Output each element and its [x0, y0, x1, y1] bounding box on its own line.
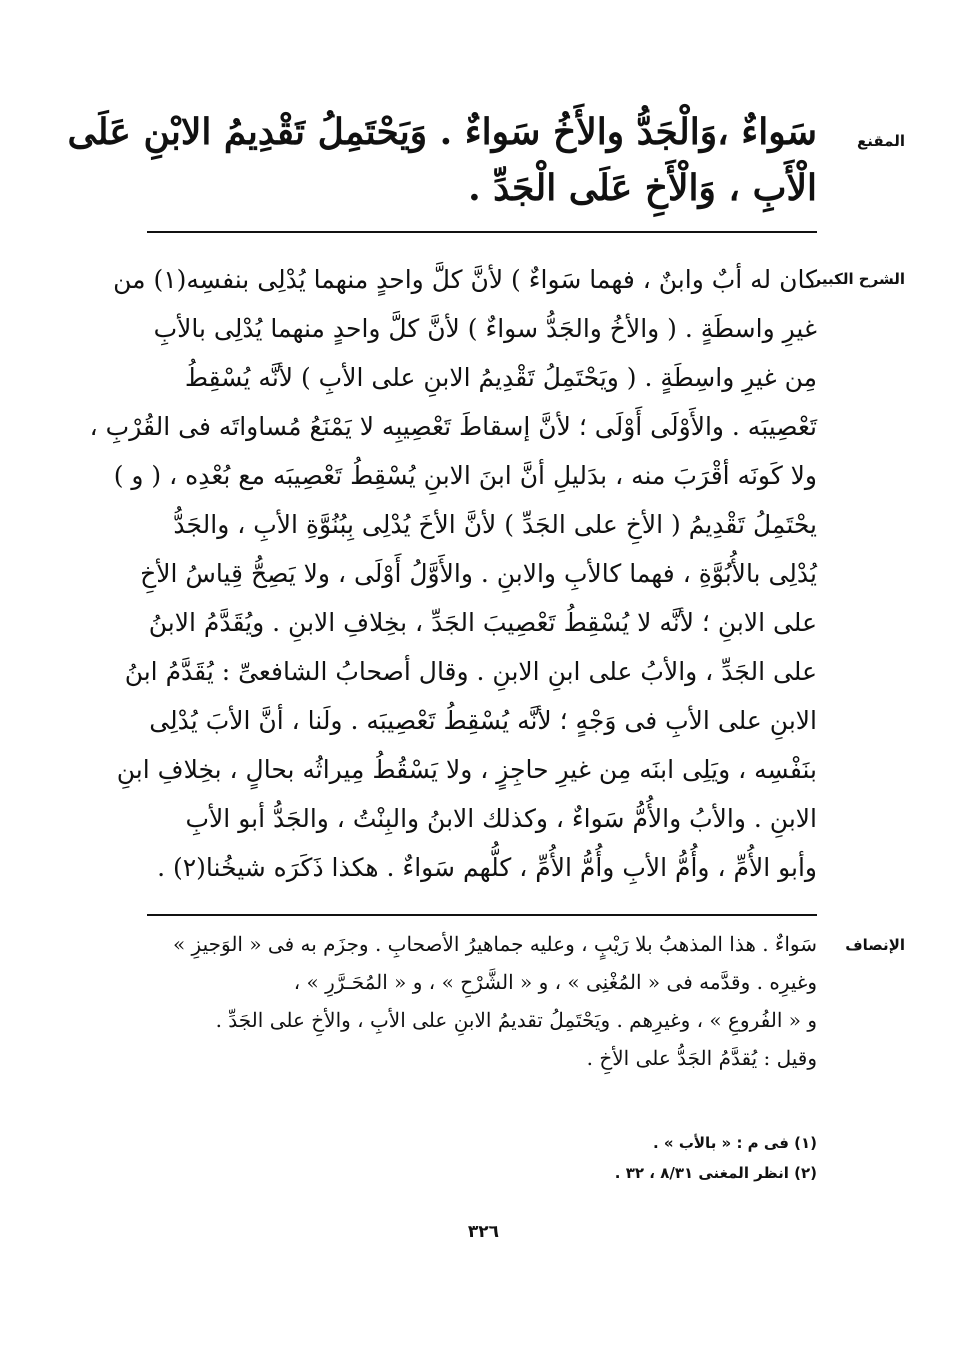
section-label-insaf: الإنصاف [845, 936, 905, 954]
sharh-line: يحْتَمِلُ تَقْدِيمُ ( الأخِ على الجَدِّ ) لأنَّ الأخَ يُدْلِى بِبُنُوَّةِ الأبِ ، والجَدُّ [173, 510, 817, 539]
sharh-text [89, 255, 817, 892]
page-number: ٣٢٦ [467, 1222, 500, 1242]
sharh-line: الابنِ . والأبُ والأُمُّ سَواءٌ ، وكذلك الابنُ والبِنْتُ ، والجَدُّ أبو الأبِ [185, 804, 817, 833]
sharh-line: يُدْلِى بالأُبُوَّةِ ، فهما كالأبِ والابنِ . والأَوَّلُ أَوْلَى ، ولا يَصِحُّ قِياسُ الأخِ [140, 559, 817, 588]
muqni-text [67, 104, 817, 216]
footnote: (١) فى م : « بالأب » . [652, 1134, 817, 1152]
sharh-line: الابنِ على الأبِ فى وَجْهٍ ؛ لأنَّه يُسْقِطُ تَعْصِيبَه . ولَنا ، أنَّ الأبَ يُدْلِى [149, 706, 817, 735]
sharh-line: على الابنِ ؛ لأنَّه لا يُسْقِطُ تَعْصِيبَ الجَدِّ ، بخِلافِ الابنِ . ويُقَدَّمُ الابنُ [148, 608, 817, 637]
sharh-line: بنَفْسِه ، ويَلِى ابنَه مِن غيرِ حاجِزٍ ، ولا يَسْقُطُ مِيراثُه بحالٍ ، بخِلافِ ابنِ [116, 755, 817, 784]
footnote: (٢) انظر المغنى ٨/٣١ ، ٣٢ . [614, 1164, 817, 1182]
insaf-text [147, 925, 817, 1077]
footnotes [317, 1128, 817, 1188]
section-divider [147, 231, 817, 233]
insaf-line: وقيل : يُقدَّمُ الجَدُّ على الأخِ . [586, 1046, 817, 1070]
sharh-line: على الجَدِّ ، والأبُ على ابنِ الابنِ . وقال أصحابُ الشافعىِّ : يُقَدَّمُ ابنُ [124, 657, 817, 686]
insaf-line: سَواءٌ . هذا المذهبُ بلا رَيْبٍ ، وعليه جماهيرُ الأصحابِ . وجزَم به فى « الوَجيزِ » [172, 932, 817, 956]
section-label-sharh: الشرح الكبير [812, 270, 905, 288]
muqni-line: سَواءٌ ،وَالْجَدُّ والأَخُ سَواءٌ . وَيَحْتَمِلُ تَقْدِيمُ الابْنِ عَلَى [67, 111, 817, 153]
sharh-line: وأبو الأُمِّ ، وأُمُّ الأبِ وأُمُّ الأُمِّ ، كلُّهم سَواءٌ . هكذا ذَكَرَه شيخُنا(٢) . [157, 853, 817, 882]
section-divider [147, 914, 817, 916]
sharh-line: ولا كَونَه أقْرَبَ منه ، بدَليلِ أنَّ ابنَ الابنِ يُسْقِطُ تَعْصِيبَه مع بُعْدِه ، ( و ) [113, 461, 817, 490]
sharh-line: مِن غيرِ واسِطَةٍ . ( ويَحْتَمِلُ تَقْدِيمُ الابنِ على الأبِ ) لأنَّه يُسْقِطُ [184, 363, 817, 392]
sharh-line: كان له أبٌ وابنٌ ، فهما سَواءٌ ) لأنَّ كلَّ واحدٍ منهما يُدْلِى بنفسِه(١) من [113, 265, 817, 294]
muqni-line: الْأَبِ ، وَالْأَخِ عَلَى الْجَدِّ . [468, 167, 817, 209]
sharh-line: غيرِ واسطَةٍ . ( والأخُ والجَدُّ سواءٌ ) لأنَّ كلَّ واحدٍ منهما يُدْلِى بالأبِ [153, 314, 817, 343]
insaf-line: و « الفُروعِ » ، وغيرِهم . ويَحْتَمِلُ تقديمُ الابنِ على الأبِ ، والأخِ على الجَدِّ . [215, 1008, 817, 1032]
section-label-muqni: المقنع [857, 132, 905, 150]
sharh-line: تَعْصِيبَه . والأَوْلَى أَوْلَى ؛ لأنَّ إسقاطَ تَعْصِيبِه لا يَمْنَعُ مُساواتَه فى القُرْبِ ، [89, 412, 817, 441]
insaf-line: وغيرِه . وقدَّمه فى « المُغْنِى » ، و « الشَّرْحِ » ، و « المُحَـرَّرِ » ، [293, 970, 817, 994]
